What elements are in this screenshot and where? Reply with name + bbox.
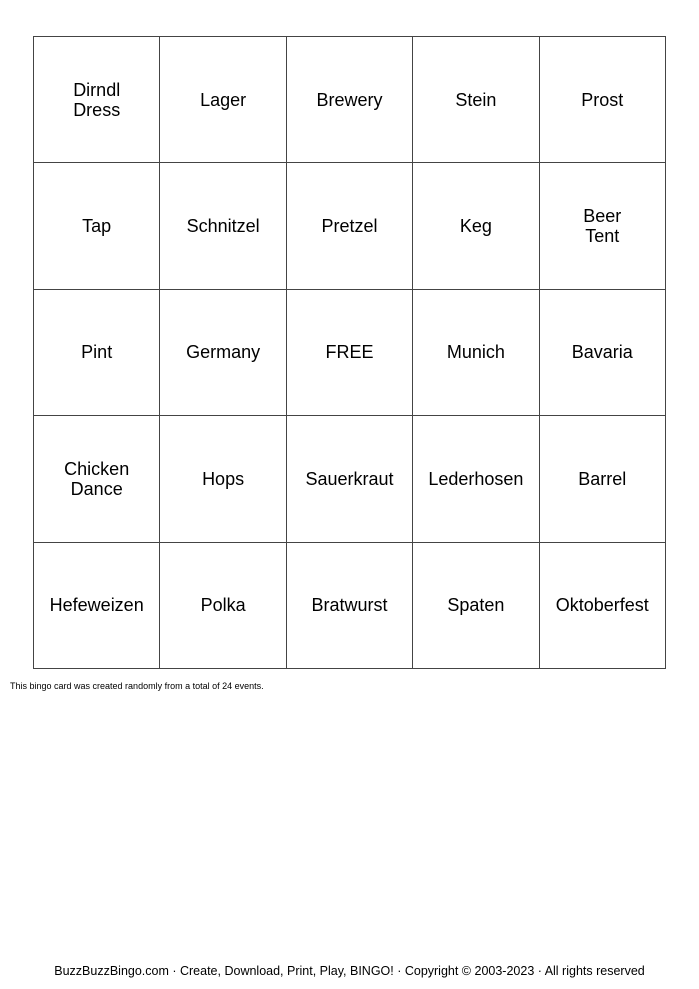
bingo-cell: Brewery — [286, 37, 412, 163]
bingo-cell: Hefeweizen — [34, 542, 160, 668]
bingo-cell: Lager — [160, 37, 286, 163]
bingo-cell: Hops — [160, 416, 286, 542]
bingo-cell: Keg — [413, 163, 539, 289]
page-footer: BuzzBuzzBingo.com · Create, Download, Print, Play, BINGO! · Copyright © 2003-2023 · All rights reserved — [54, 964, 645, 978]
bingo-cell: Oktoberfest — [539, 542, 665, 668]
bingo-row-3 — [34, 289, 666, 415]
bingo-cell: Chicken Dance — [34, 416, 160, 542]
bingo-cell: Lederhosen — [413, 416, 539, 542]
bingo-row-2 — [34, 163, 666, 289]
bingo-cell: Germany — [160, 289, 286, 415]
bingo-cell: Prost — [539, 37, 665, 163]
bingo-cell: Spaten — [413, 542, 539, 668]
bingo-row-4 — [34, 416, 666, 542]
card-footnote: This bingo card was created randomly from a total of 24 events. — [10, 681, 264, 691]
bingo-cell: Schnitzel — [160, 163, 286, 289]
bingo-cell: Sauerkraut — [286, 416, 412, 542]
bingo-free-cell: FREE — [286, 289, 412, 415]
bingo-cell: Stein — [413, 37, 539, 163]
bingo-cell: Munich — [413, 289, 539, 415]
bingo-cell: Beer Tent — [539, 163, 665, 289]
bingo-cell: Bratwurst — [286, 542, 412, 668]
bingo-cell: Pretzel — [286, 163, 412, 289]
bingo-cell: Bavaria — [539, 289, 665, 415]
bingo-cell: Polka — [160, 542, 286, 668]
bingo-cell: Barrel — [539, 416, 665, 542]
bingo-cell: Pint — [34, 289, 160, 415]
bingo-cell: Tap — [34, 163, 160, 289]
bingo-row-5 — [34, 542, 666, 668]
bingo-row-1 — [34, 37, 666, 163]
bingo-card — [33, 36, 666, 669]
bingo-cell: Dirndl Dress — [34, 37, 160, 163]
